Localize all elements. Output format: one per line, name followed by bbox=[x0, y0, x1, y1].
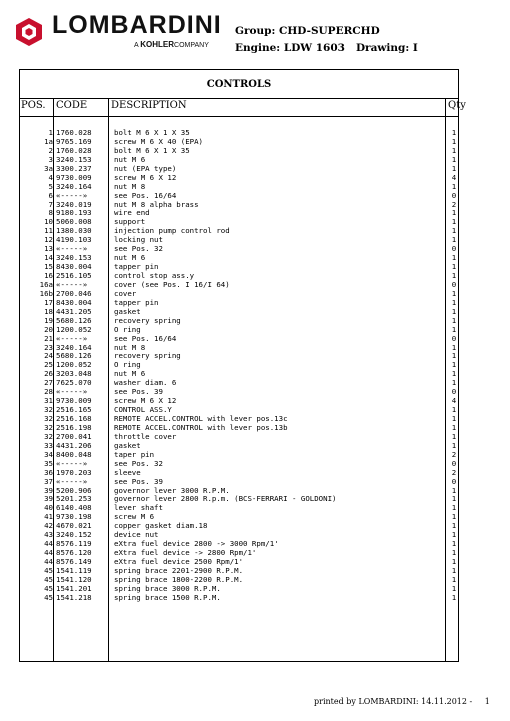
cell-qty: 2 bbox=[451, 467, 457, 477]
table-row bbox=[20, 405, 458, 414]
cell-code: 1200.052 bbox=[56, 360, 92, 370]
cell-description: lever shaft bbox=[114, 503, 163, 513]
cell-description: copper gasket diam.18 bbox=[114, 521, 208, 531]
cell-description: O ring bbox=[114, 360, 141, 370]
cell-code: 1760.028 bbox=[56, 145, 92, 155]
cell-code: 1760.028 bbox=[56, 128, 92, 137]
cell-qty: 1 bbox=[451, 154, 457, 164]
cell-pos: 32 bbox=[44, 414, 53, 423]
table-row bbox=[20, 557, 458, 566]
table-body bbox=[20, 128, 458, 602]
cell-qty: 1 bbox=[451, 288, 457, 298]
table-row bbox=[20, 280, 458, 289]
cell-qty: 1 bbox=[451, 297, 457, 307]
cell-code: 3300.237 bbox=[56, 163, 92, 173]
cell-description: wire end bbox=[114, 208, 150, 218]
table-row bbox=[20, 459, 458, 468]
table-row bbox=[20, 369, 458, 378]
cell-code: 8430.004 bbox=[56, 262, 92, 272]
table-row bbox=[20, 182, 458, 191]
table-row bbox=[20, 262, 458, 271]
printed-by-label: printed by LOMBARDINI: bbox=[314, 697, 419, 706]
cell-qty: 0 bbox=[451, 387, 457, 397]
cell-qty: 1 bbox=[451, 494, 457, 504]
cell-code: 1541.120 bbox=[56, 574, 92, 584]
cell-qty: 1 bbox=[451, 342, 457, 352]
cell-description: tapper pin bbox=[114, 297, 159, 307]
cell-code: 1380.030 bbox=[56, 226, 92, 236]
table-row bbox=[20, 146, 458, 155]
cell-description: spring brace 2201-2900 R.P.M. bbox=[114, 565, 244, 575]
cell-qty: 4 bbox=[451, 396, 457, 406]
cell-qty: 1 bbox=[451, 360, 457, 370]
cell-description: injection pump control rod bbox=[114, 226, 230, 236]
cell-code: 3240.164 bbox=[56, 181, 92, 191]
cell-description: device nut bbox=[114, 530, 159, 540]
table-row bbox=[20, 423, 458, 432]
cell-qty: 1 bbox=[451, 557, 457, 566]
cell-qty: 0 bbox=[451, 333, 457, 343]
cell-qty: 1 bbox=[451, 226, 457, 236]
cell-pos: 43 bbox=[44, 530, 53, 540]
cell-pos: 6 bbox=[48, 190, 53, 200]
table-row bbox=[20, 316, 458, 325]
cell-code: 1200.052 bbox=[56, 324, 92, 334]
table-row bbox=[20, 208, 458, 217]
table-row bbox=[20, 441, 458, 450]
cell-pos: 35 bbox=[44, 458, 53, 468]
cell-qty: 1 bbox=[451, 405, 457, 415]
table-row bbox=[20, 494, 458, 503]
cell-qty: 1 bbox=[451, 503, 457, 513]
cell-qty: 1 bbox=[451, 128, 457, 137]
table-row bbox=[20, 387, 458, 396]
col-header-pos: POS. bbox=[21, 100, 46, 111]
cell-pos: 37 bbox=[44, 476, 53, 486]
cell-qty: 1 bbox=[451, 181, 457, 191]
cell-qty: 1 bbox=[451, 414, 457, 423]
cell-qty: 0 bbox=[451, 244, 457, 254]
cell-pos: 24 bbox=[44, 351, 53, 361]
cell-code: 5680.126 bbox=[56, 315, 92, 325]
table-row bbox=[20, 468, 458, 477]
cell-qty: 1 bbox=[451, 306, 457, 316]
cell-pos: 11 bbox=[44, 226, 53, 236]
engine-drawing-line bbox=[235, 42, 418, 54]
cell-qty: 0 bbox=[451, 476, 457, 486]
table-row bbox=[20, 289, 458, 298]
cell-description: REMOTE ACCEL.CONTROL with lever pos.13b bbox=[114, 422, 288, 432]
cell-pos: 34 bbox=[44, 449, 53, 459]
cell-code: 6140.408 bbox=[56, 503, 92, 513]
cell-pos: 16 bbox=[44, 271, 53, 280]
cell-description: taper pin bbox=[114, 449, 155, 459]
cell-qty: 2 bbox=[451, 449, 457, 459]
kohler-tagline bbox=[134, 40, 209, 49]
table-row bbox=[20, 548, 458, 557]
table-row bbox=[20, 477, 458, 486]
cell-qty: 1 bbox=[451, 324, 457, 334]
cell-description: throttle cover bbox=[114, 431, 177, 441]
cell-qty: 1 bbox=[451, 217, 457, 227]
cell-code: 7625.070 bbox=[56, 378, 92, 388]
cell-code: 5200.906 bbox=[56, 485, 92, 495]
table-row bbox=[20, 593, 458, 602]
cell-description: locking nut bbox=[114, 235, 163, 245]
cell-pos: 32 bbox=[44, 405, 53, 415]
table-row bbox=[20, 575, 458, 584]
cell-pos: 33 bbox=[44, 440, 53, 450]
table-row bbox=[20, 432, 458, 441]
cell-description: cover bbox=[114, 288, 137, 298]
cell-qty: 1 bbox=[451, 512, 457, 522]
table-row bbox=[20, 351, 458, 360]
cell-description: gasket bbox=[114, 440, 141, 450]
page-header bbox=[0, 0, 510, 60]
table-row bbox=[20, 155, 458, 164]
cell-qty: 0 bbox=[451, 190, 457, 200]
cell-description: spring brace 1800-2200 R.P.M. bbox=[114, 574, 244, 584]
cell-description: bolt M 6 X 1 X 35 bbox=[114, 145, 190, 155]
table-row bbox=[20, 325, 458, 334]
cell-pos: 44 bbox=[44, 557, 53, 566]
table-row bbox=[20, 128, 458, 137]
cell-qty: 1 bbox=[451, 530, 457, 540]
table-row bbox=[20, 486, 458, 495]
cell-pos: 45 bbox=[44, 583, 53, 593]
cell-code: 8576.119 bbox=[56, 539, 92, 549]
cell-pos: 20 bbox=[44, 324, 53, 334]
cell-description: screw M 6 X 12 bbox=[114, 172, 177, 182]
cell-qty: 4 bbox=[451, 172, 457, 182]
brand-wordmark: LOMBARDINI bbox=[52, 11, 222, 39]
cell-qty: 1 bbox=[451, 351, 457, 361]
cell-pos: 7 bbox=[48, 199, 53, 209]
table-row bbox=[20, 521, 458, 530]
col-header-qty: Qty bbox=[448, 100, 466, 111]
cell-pos: 26 bbox=[44, 369, 53, 379]
table-row bbox=[20, 584, 458, 593]
cell-pos: 45 bbox=[44, 592, 53, 602]
cell-description: bolt M 6 X 1 X 35 bbox=[114, 128, 190, 137]
kohler-prefix: A bbox=[134, 42, 139, 49]
cell-pos: 21 bbox=[44, 333, 53, 343]
table-row bbox=[20, 378, 458, 387]
cell-description: nut M 6 bbox=[114, 369, 146, 379]
table-row bbox=[20, 396, 458, 405]
cell-description: see Pos. 39 bbox=[114, 476, 163, 486]
cell-description: gasket bbox=[114, 306, 141, 316]
cell-description: control stop ass.y bbox=[114, 271, 195, 280]
cell-description: screw M 6 bbox=[114, 512, 155, 522]
cell-description: governor lever 2800 R.p.m. (BCS-FERRARI - GOLDONI) bbox=[114, 494, 337, 504]
cell-description: nut M 8 bbox=[114, 181, 146, 191]
cell-code: «-----» bbox=[56, 458, 88, 468]
cell-code: 2516.105 bbox=[56, 271, 92, 280]
kohler-name: KOHLER bbox=[140, 40, 175, 49]
cell-qty: 1 bbox=[451, 262, 457, 272]
table-row bbox=[20, 137, 458, 146]
cell-qty: 1 bbox=[451, 315, 457, 325]
cell-qty: 0 bbox=[451, 458, 457, 468]
cell-pos: 44 bbox=[44, 548, 53, 558]
table-row bbox=[20, 530, 458, 539]
cell-code: 3240.153 bbox=[56, 253, 92, 263]
cell-description: spring brace 3000 R.P.M. bbox=[114, 583, 221, 593]
cell-qty: 1 bbox=[451, 136, 457, 146]
cell-code: 9765.169 bbox=[56, 136, 92, 146]
print-date: 14.11.2012 - bbox=[421, 697, 473, 706]
table-row bbox=[20, 271, 458, 280]
cell-description: support bbox=[114, 217, 146, 227]
cell-qty: 1 bbox=[451, 485, 457, 495]
cell-code: 5201.253 bbox=[56, 494, 92, 504]
cell-code: 8576.149 bbox=[56, 557, 92, 566]
cell-pos: 1a bbox=[44, 136, 53, 146]
cell-description: see Pos. 39 bbox=[114, 387, 163, 397]
cell-code: 1541.119 bbox=[56, 565, 92, 575]
cell-pos: 41 bbox=[44, 512, 53, 522]
cell-pos: 16a bbox=[39, 279, 53, 289]
cell-code: 1970.203 bbox=[56, 467, 92, 477]
cell-pos: 39 bbox=[44, 485, 53, 495]
cell-description: recovery spring bbox=[114, 351, 181, 361]
cell-pos: 16b bbox=[39, 288, 53, 298]
cell-code: 3240.153 bbox=[56, 154, 92, 164]
cell-pos: 2 bbox=[48, 145, 53, 155]
cell-code: 3240.019 bbox=[56, 199, 92, 209]
cell-description: nut M 8 bbox=[114, 342, 146, 352]
table-row bbox=[20, 173, 458, 182]
cell-code: 8430.004 bbox=[56, 297, 92, 307]
table-row bbox=[20, 539, 458, 548]
cell-code: «-----» bbox=[56, 244, 88, 254]
cell-description: spring brace 1500 R.P.M. bbox=[114, 592, 221, 602]
table-row bbox=[20, 191, 458, 200]
page-number: 1 bbox=[484, 697, 490, 706]
cell-pos: 12 bbox=[44, 235, 53, 245]
cell-code: «-----» bbox=[56, 190, 88, 200]
col-header-code: CODE bbox=[56, 100, 88, 111]
cell-qty: 1 bbox=[451, 378, 457, 388]
cell-description: screw M 6 X 12 bbox=[114, 396, 177, 406]
cell-code: 4670.021 bbox=[56, 521, 92, 531]
cell-qty: 1 bbox=[451, 440, 457, 450]
cell-pos: 44 bbox=[44, 539, 53, 549]
cell-pos: 3 bbox=[48, 154, 53, 164]
cell-qty: 1 bbox=[451, 565, 457, 575]
cell-code: 2700.041 bbox=[56, 431, 92, 441]
cell-code: 2516.198 bbox=[56, 422, 92, 432]
table-row bbox=[20, 343, 458, 352]
cell-description: REMOTE ACCEL.CONTROL with lever pos.13c bbox=[114, 414, 288, 423]
parts-table bbox=[19, 69, 466, 662]
cell-code: «-----» bbox=[56, 333, 88, 343]
page-footer bbox=[314, 697, 490, 706]
cell-pos: 28 bbox=[44, 387, 53, 397]
cell-qty: 1 bbox=[451, 583, 457, 593]
table-row bbox=[20, 253, 458, 262]
table-row bbox=[20, 200, 458, 209]
cell-description: CONTROL ASS.Y bbox=[114, 405, 172, 415]
cell-pos: 36 bbox=[44, 467, 53, 477]
cell-qty: 1 bbox=[451, 592, 457, 602]
cell-pos: 23 bbox=[44, 342, 53, 352]
cell-qty: 1 bbox=[451, 271, 457, 280]
cell-description: nut M 6 bbox=[114, 253, 146, 263]
cell-code: 2516.165 bbox=[56, 405, 92, 415]
cell-qty: 1 bbox=[451, 521, 457, 531]
cell-description: O ring bbox=[114, 324, 141, 334]
cell-pos: 18 bbox=[44, 306, 53, 316]
cell-pos: 40 bbox=[44, 503, 53, 513]
cell-description: eXtra fuel device 2800 -> 3000 Rpm/1' bbox=[114, 539, 279, 549]
col-header-description: DESCRIPTION bbox=[111, 100, 187, 111]
cell-description: recovery spring bbox=[114, 315, 181, 325]
cell-pos: 32 bbox=[44, 422, 53, 432]
cell-description: screw M 6 X 40 (EPA) bbox=[114, 136, 203, 146]
cell-qty: 2 bbox=[451, 199, 457, 209]
drawing-label: Drawing: I bbox=[355, 42, 418, 54]
table-row bbox=[20, 360, 458, 369]
cell-pos: 5 bbox=[48, 181, 53, 191]
cell-pos: 4 bbox=[48, 172, 53, 182]
cell-pos: 42 bbox=[44, 521, 53, 531]
cell-description: see Pos. 16/64 bbox=[114, 190, 177, 200]
cell-qty: 1 bbox=[451, 253, 457, 263]
table-row bbox=[20, 164, 458, 173]
cell-code: 4431.206 bbox=[56, 440, 92, 450]
table-row bbox=[20, 235, 458, 244]
table-row bbox=[20, 217, 458, 226]
kohler-suffix: COMPANY bbox=[174, 42, 209, 49]
cell-description: nut M 8 alpha brass bbox=[114, 199, 199, 209]
cell-description: governor lever 3000 R.P.M. bbox=[114, 485, 230, 495]
table-row bbox=[20, 566, 458, 575]
cell-pos: 14 bbox=[44, 253, 53, 263]
cell-pos: 27 bbox=[44, 378, 53, 388]
cell-code: 2516.168 bbox=[56, 414, 92, 423]
group-label: Group: CHD-SUPERCHD bbox=[235, 25, 380, 37]
cell-description: nut M 6 bbox=[114, 154, 146, 164]
cell-code: 8400.048 bbox=[56, 449, 92, 459]
cell-description: sleeve bbox=[114, 467, 141, 477]
engine-label: Engine: LDW 1603 bbox=[235, 42, 345, 54]
cell-code: 5060.008 bbox=[56, 217, 92, 227]
table-title: CONTROLS bbox=[20, 70, 458, 99]
cell-pos: 39 bbox=[44, 494, 53, 504]
cell-code: 9180.193 bbox=[56, 208, 92, 218]
cell-code: 9730.198 bbox=[56, 512, 92, 522]
cell-pos: 31 bbox=[44, 396, 53, 406]
cell-code: «-----» bbox=[56, 476, 88, 486]
cell-code: «-----» bbox=[56, 387, 88, 397]
cell-pos: 15 bbox=[44, 262, 53, 272]
cell-pos: 10 bbox=[44, 217, 53, 227]
cell-description: tapper pin bbox=[114, 262, 159, 272]
cell-qty: 1 bbox=[451, 539, 457, 549]
cell-qty: 1 bbox=[451, 422, 457, 432]
cell-pos: 8 bbox=[48, 208, 53, 218]
table-row bbox=[20, 307, 458, 316]
cell-pos: 19 bbox=[44, 315, 53, 325]
table-row bbox=[20, 226, 458, 235]
table-row bbox=[20, 512, 458, 521]
table-row bbox=[20, 334, 458, 343]
cell-pos: 1 bbox=[48, 128, 53, 137]
cell-code: 8576.120 bbox=[56, 548, 92, 558]
table-row bbox=[20, 450, 458, 459]
cell-description: see Pos. 32 bbox=[114, 244, 163, 254]
cell-pos: 13 bbox=[44, 244, 53, 254]
cell-qty: 0 bbox=[451, 279, 457, 289]
cell-code: 9730.009 bbox=[56, 172, 92, 182]
cell-code: 4431.205 bbox=[56, 306, 92, 316]
table-row bbox=[20, 244, 458, 253]
cell-description: washer diam. 6 bbox=[114, 378, 177, 388]
cell-pos: 3a bbox=[44, 163, 53, 173]
cell-description: see Pos. 16/64 bbox=[114, 333, 177, 343]
table-row bbox=[20, 414, 458, 423]
cell-qty: 1 bbox=[451, 145, 457, 155]
table-row bbox=[20, 503, 458, 512]
cell-pos: 32 bbox=[44, 431, 53, 441]
cell-qty: 1 bbox=[451, 431, 457, 441]
cell-code: 1541.201 bbox=[56, 583, 92, 593]
cell-code: 3240.152 bbox=[56, 530, 92, 540]
cell-code: 4190.103 bbox=[56, 235, 92, 245]
cell-description: cover (see Pos. I 16/I 64) bbox=[114, 279, 230, 289]
cell-qty: 1 bbox=[451, 208, 457, 218]
cell-code: 2700.046 bbox=[56, 288, 92, 298]
cell-code: «-----» bbox=[56, 279, 88, 289]
cell-pos: 25 bbox=[44, 360, 53, 370]
table-header-row bbox=[20, 98, 466, 117]
cell-description: eXtra fuel device 2500 Rpm/1' bbox=[114, 557, 244, 566]
cell-qty: 1 bbox=[451, 163, 457, 173]
cell-code: 3240.164 bbox=[56, 342, 92, 352]
cell-code: 1541.218 bbox=[56, 592, 92, 602]
table-row bbox=[20, 298, 458, 307]
cell-description: see Pos. 32 bbox=[114, 458, 163, 468]
cell-pos: 17 bbox=[44, 297, 53, 307]
cell-qty: 1 bbox=[451, 369, 457, 379]
lombardini-logo-icon bbox=[14, 17, 44, 47]
cell-code: 3203.048 bbox=[56, 369, 92, 379]
cell-code: 5680.126 bbox=[56, 351, 92, 361]
cell-pos: 45 bbox=[44, 574, 53, 584]
cell-description: nut (EPA type) bbox=[114, 163, 177, 173]
cell-description: eXtra fuel device -> 2800 Rpm/1' bbox=[114, 548, 257, 558]
cell-qty: 1 bbox=[451, 548, 457, 558]
cell-pos: 45 bbox=[44, 565, 53, 575]
cell-qty: 1 bbox=[451, 235, 457, 245]
cell-qty: 1 bbox=[451, 574, 457, 584]
cell-code: 9730.009 bbox=[56, 396, 92, 406]
